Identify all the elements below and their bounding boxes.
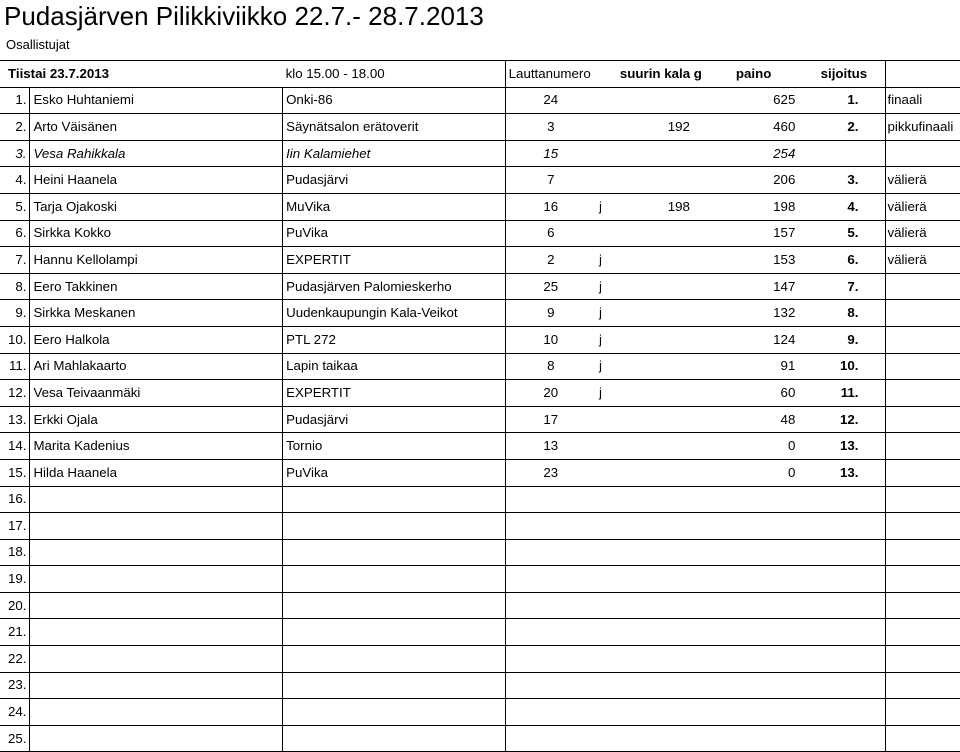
boat-flag xyxy=(596,513,618,540)
participant-name xyxy=(30,646,283,673)
team-name: EXPERTIT xyxy=(283,247,506,274)
round-note: välierä xyxy=(885,247,960,274)
team-name xyxy=(283,725,506,752)
header-day: Tiistai 23.7.2013 xyxy=(0,61,283,88)
biggest-fish xyxy=(618,539,704,566)
boat-flag xyxy=(596,220,618,247)
boat-number: 8 xyxy=(505,353,596,380)
boat-number xyxy=(505,725,596,752)
boat-flag xyxy=(596,725,618,752)
placement: 5. xyxy=(803,220,885,247)
table-row xyxy=(0,380,960,407)
placement: 2. xyxy=(803,114,885,141)
boat-number xyxy=(505,566,596,593)
table-row xyxy=(0,247,960,274)
biggest-fish xyxy=(618,326,704,353)
table-row xyxy=(0,566,960,593)
round-note xyxy=(885,459,960,486)
row-number: 4. xyxy=(0,167,30,194)
round-note xyxy=(885,699,960,726)
participant-name: Erkki Ojala xyxy=(30,406,283,433)
participant-name: Marita Kadenius xyxy=(30,433,283,460)
team-name: Säynätsalon erätoverit xyxy=(283,114,506,141)
boat-number: 15 xyxy=(505,140,596,167)
boat-number xyxy=(505,646,596,673)
placement xyxy=(803,566,885,593)
boat-flag xyxy=(596,87,618,114)
team-name: Lapin taikaa xyxy=(283,353,506,380)
table-row xyxy=(0,539,960,566)
total-weight: 198 xyxy=(704,193,803,220)
header-empty xyxy=(885,61,960,88)
team-name: PTL 272 xyxy=(283,326,506,353)
total-weight xyxy=(704,486,803,513)
boat-flag: j xyxy=(596,380,618,407)
row-number: 17. xyxy=(0,513,30,540)
round-note xyxy=(885,566,960,593)
boat-number xyxy=(505,592,596,619)
total-weight xyxy=(704,699,803,726)
participant-name xyxy=(30,539,283,566)
row-number: 10. xyxy=(0,326,30,353)
team-name: Pudasjärvi xyxy=(283,167,506,194)
total-weight xyxy=(704,672,803,699)
total-weight: 132 xyxy=(704,300,803,327)
table-row xyxy=(0,486,960,513)
boat-flag xyxy=(596,672,618,699)
placement xyxy=(803,646,885,673)
table-row xyxy=(0,326,960,353)
biggest-fish xyxy=(618,646,704,673)
total-weight: 91 xyxy=(704,353,803,380)
boat-number: 6 xyxy=(505,220,596,247)
participant-name: Ari Mahlakaarto xyxy=(30,353,283,380)
participant-name: Esko Huhtaniemi xyxy=(30,87,283,114)
header-placement: sijoitus xyxy=(803,61,885,88)
placement xyxy=(803,486,885,513)
row-number: 15. xyxy=(0,459,30,486)
round-note xyxy=(885,380,960,407)
biggest-fish xyxy=(618,725,704,752)
row-number: 1. xyxy=(0,87,30,114)
total-weight: 206 xyxy=(704,167,803,194)
boat-number: 2 xyxy=(505,247,596,274)
placement xyxy=(803,699,885,726)
boat-number xyxy=(505,672,596,699)
placement xyxy=(803,592,885,619)
row-number: 14. xyxy=(0,433,30,460)
table-row xyxy=(0,167,960,194)
total-weight: 60 xyxy=(704,380,803,407)
header-biggest-fish: suurin kala g xyxy=(618,61,704,88)
total-weight xyxy=(704,619,803,646)
row-number: 8. xyxy=(0,273,30,300)
table-row xyxy=(0,353,960,380)
biggest-fish xyxy=(618,220,704,247)
boat-flag xyxy=(596,566,618,593)
participant-name: Eero Takkinen xyxy=(30,273,283,300)
round-note xyxy=(885,406,960,433)
table-row xyxy=(0,699,960,726)
placement: 11. xyxy=(803,380,885,407)
boat-number: 10 xyxy=(505,326,596,353)
team-name xyxy=(283,699,506,726)
participant-name xyxy=(30,486,283,513)
table-row xyxy=(0,87,960,114)
team-name: PuVika xyxy=(283,459,506,486)
boat-flag xyxy=(596,459,618,486)
results-table xyxy=(0,60,960,752)
biggest-fish xyxy=(618,140,704,167)
round-note xyxy=(885,592,960,619)
placement xyxy=(803,140,885,167)
participant-name: Hannu Kellolampi xyxy=(30,247,283,274)
team-name xyxy=(283,486,506,513)
row-number: 21. xyxy=(0,619,30,646)
round-note: välierä xyxy=(885,193,960,220)
biggest-fish xyxy=(618,433,704,460)
placement: 6. xyxy=(803,247,885,274)
row-number: 2. xyxy=(0,114,30,141)
table-row xyxy=(0,433,960,460)
team-name: EXPERTIT xyxy=(283,380,506,407)
boat-number: 25 xyxy=(505,273,596,300)
participant-name xyxy=(30,513,283,540)
placement xyxy=(803,725,885,752)
placement xyxy=(803,672,885,699)
boat-number: 17 xyxy=(505,406,596,433)
round-note xyxy=(885,140,960,167)
total-weight: 0 xyxy=(704,459,803,486)
team-name xyxy=(283,566,506,593)
participant-name: Sirkka Kokko xyxy=(30,220,283,247)
biggest-fish: 198 xyxy=(618,193,704,220)
total-weight: 460 xyxy=(704,114,803,141)
row-number: 24. xyxy=(0,699,30,726)
row-number: 3. xyxy=(0,140,30,167)
participant-name xyxy=(30,672,283,699)
boat-number: 16 xyxy=(505,193,596,220)
biggest-fish xyxy=(618,513,704,540)
round-note xyxy=(885,619,960,646)
round-note: välierä xyxy=(885,220,960,247)
row-number: 22. xyxy=(0,646,30,673)
boat-number xyxy=(505,699,596,726)
table-row xyxy=(0,193,960,220)
placement: 8. xyxy=(803,300,885,327)
row-number: 5. xyxy=(0,193,30,220)
boat-flag: j xyxy=(596,353,618,380)
participant-name xyxy=(30,725,283,752)
biggest-fish xyxy=(618,592,704,619)
total-weight: 157 xyxy=(704,220,803,247)
placement: 10. xyxy=(803,353,885,380)
boat-flag: j xyxy=(596,247,618,274)
boat-flag xyxy=(596,167,618,194)
round-note xyxy=(885,646,960,673)
row-number: 9. xyxy=(0,300,30,327)
boat-number: 13 xyxy=(505,433,596,460)
participant-name xyxy=(30,619,283,646)
table-row xyxy=(0,114,960,141)
placement xyxy=(803,539,885,566)
row-number: 6. xyxy=(0,220,30,247)
boat-flag xyxy=(596,140,618,167)
round-note xyxy=(885,486,960,513)
header-weight: paino xyxy=(704,61,803,88)
placement: 9. xyxy=(803,326,885,353)
table-row xyxy=(0,725,960,752)
boat-flag xyxy=(596,114,618,141)
total-weight: 147 xyxy=(704,273,803,300)
placement: 12. xyxy=(803,406,885,433)
biggest-fish xyxy=(618,87,704,114)
biggest-fish xyxy=(618,672,704,699)
row-number: 11. xyxy=(0,353,30,380)
biggest-fish: 192 xyxy=(618,114,704,141)
team-name xyxy=(283,592,506,619)
header-time: klo 15.00 - 18.00 xyxy=(283,61,506,88)
row-number: 23. xyxy=(0,672,30,699)
participant-name xyxy=(30,592,283,619)
biggest-fish xyxy=(618,353,704,380)
table-row xyxy=(0,592,960,619)
placement: 1. xyxy=(803,87,885,114)
row-number: 19. xyxy=(0,566,30,593)
boat-number xyxy=(505,486,596,513)
biggest-fish xyxy=(618,380,704,407)
team-name: PuVika xyxy=(283,220,506,247)
row-number: 20. xyxy=(0,592,30,619)
boat-number xyxy=(505,513,596,540)
total-weight: 0 xyxy=(704,433,803,460)
team-name xyxy=(283,619,506,646)
round-note: välierä xyxy=(885,167,960,194)
total-weight xyxy=(704,513,803,540)
boat-flag: j xyxy=(596,326,618,353)
table-row xyxy=(0,406,960,433)
row-number: 12. xyxy=(0,380,30,407)
boat-number: 7 xyxy=(505,167,596,194)
row-number: 16. xyxy=(0,486,30,513)
page-title: Pudasjärven Pilikkiviikko 22.7.- 28.7.2013 xyxy=(4,1,484,31)
team-name: Pudasjärvi xyxy=(283,406,506,433)
total-weight: 124 xyxy=(704,326,803,353)
team-name xyxy=(283,646,506,673)
boat-number: 20 xyxy=(505,380,596,407)
total-weight: 254 xyxy=(704,140,803,167)
placement: 7. xyxy=(803,273,885,300)
boat-number: 24 xyxy=(505,87,596,114)
boat-number: 9 xyxy=(505,300,596,327)
round-note xyxy=(885,353,960,380)
table-row xyxy=(0,220,960,247)
total-weight xyxy=(704,725,803,752)
placement xyxy=(803,619,885,646)
boat-number: 3 xyxy=(505,114,596,141)
participant-name: Sirkka Meskanen xyxy=(30,300,283,327)
page-subtitle: Osallistujat xyxy=(6,37,70,52)
boat-flag xyxy=(596,619,618,646)
participant-name: Eero Halkola xyxy=(30,326,283,353)
table-row xyxy=(0,619,960,646)
round-note xyxy=(885,433,960,460)
boat-flag xyxy=(596,539,618,566)
boat-number xyxy=(505,619,596,646)
round-note xyxy=(885,273,960,300)
row-number: 7. xyxy=(0,247,30,274)
round-note xyxy=(885,326,960,353)
biggest-fish xyxy=(618,486,704,513)
table-row xyxy=(0,513,960,540)
team-name xyxy=(283,672,506,699)
team-name xyxy=(283,513,506,540)
boat-flag xyxy=(596,433,618,460)
team-name: Iin Kalamiehet xyxy=(283,140,506,167)
boat-flag xyxy=(596,406,618,433)
boat-flag xyxy=(596,592,618,619)
total-weight xyxy=(704,646,803,673)
total-weight xyxy=(704,592,803,619)
biggest-fish xyxy=(618,459,704,486)
total-weight: 48 xyxy=(704,406,803,433)
biggest-fish xyxy=(618,566,704,593)
participant-name: Vesa Rahikkala xyxy=(30,140,283,167)
total-weight xyxy=(704,539,803,566)
round-note xyxy=(885,300,960,327)
participant-name xyxy=(30,566,283,593)
biggest-fish xyxy=(618,247,704,274)
table-row xyxy=(0,646,960,673)
biggest-fish xyxy=(618,167,704,194)
biggest-fish xyxy=(618,406,704,433)
total-weight: 625 xyxy=(704,87,803,114)
boat-number xyxy=(505,539,596,566)
placement xyxy=(803,513,885,540)
team-name: Pudasjärven Palomieskerho xyxy=(283,273,506,300)
row-number: 18. xyxy=(0,539,30,566)
participant-name: Hilda Haanela xyxy=(30,459,283,486)
header-row xyxy=(0,61,960,88)
boat-flag xyxy=(596,699,618,726)
total-weight: 153 xyxy=(704,247,803,274)
participant-name: Tarja Ojakoski xyxy=(30,193,283,220)
table-row xyxy=(0,140,960,167)
row-number: 25. xyxy=(0,725,30,752)
boat-flag: j xyxy=(596,193,618,220)
boat-number: 23 xyxy=(505,459,596,486)
biggest-fish xyxy=(618,619,704,646)
boat-flag: j xyxy=(596,273,618,300)
round-note: finaali xyxy=(885,87,960,114)
round-note: pikkufinaali xyxy=(885,114,960,141)
total-weight xyxy=(704,566,803,593)
round-note xyxy=(885,672,960,699)
biggest-fish xyxy=(618,699,704,726)
table-row xyxy=(0,300,960,327)
round-note xyxy=(885,725,960,752)
team-name: Uudenkaupungin Kala-Veikot xyxy=(283,300,506,327)
table-row xyxy=(0,672,960,699)
participant-name: Arto Väisänen xyxy=(30,114,283,141)
header-boat: Lauttanumero xyxy=(505,61,618,88)
placement: 4. xyxy=(803,193,885,220)
boat-flag: j xyxy=(596,300,618,327)
biggest-fish xyxy=(618,300,704,327)
team-name: Onki-86 xyxy=(283,87,506,114)
row-number: 13. xyxy=(0,406,30,433)
placement: 13. xyxy=(803,433,885,460)
boat-flag xyxy=(596,646,618,673)
participant-name: Vesa Teivaanmäki xyxy=(30,380,283,407)
table-row xyxy=(0,459,960,486)
table-row xyxy=(0,273,960,300)
team-name: MuVika xyxy=(283,193,506,220)
team-name: Tornio xyxy=(283,433,506,460)
team-name xyxy=(283,539,506,566)
placement: 3. xyxy=(803,167,885,194)
biggest-fish xyxy=(618,273,704,300)
placement: 13. xyxy=(803,459,885,486)
round-note xyxy=(885,513,960,540)
boat-flag xyxy=(596,486,618,513)
participant-name: Heini Haanela xyxy=(30,167,283,194)
round-note xyxy=(885,539,960,566)
participant-name xyxy=(30,699,283,726)
